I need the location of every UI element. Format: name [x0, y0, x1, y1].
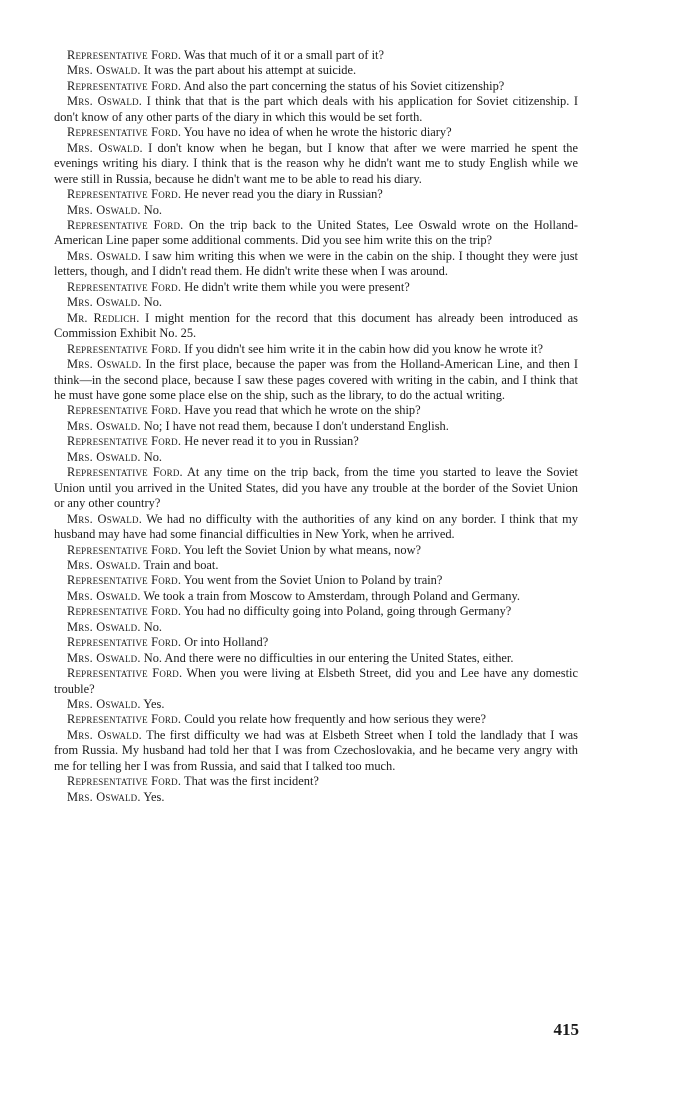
testimony-text: You left the Soviet Union by what means, now?: [183, 542, 422, 557]
transcript-paragraph: [54, 249, 578, 280]
speaker-name: Mrs. Oswald.: [67, 357, 142, 372]
testimony-text: The first difficulty we had was at Elsbeth Street when I told the landlady that I was from Russia. My husband had told her that I was from Czechoslovakia, and he became very angry with me for telling her I was from Russia, and said that I talked too much.: [54, 727, 578, 773]
testimony-text: I might mention for the record that this document has already been introduced as Commission Exhibit No. 25.: [54, 310, 578, 341]
transcript-paragraph: [54, 728, 578, 774]
transcript-paragraph: [54, 620, 578, 635]
transcript-paragraph: [54, 79, 578, 94]
testimony-text: In the first place, because the paper was from the Holland-American Line, and then I think—in the second place, because I saw these pages covered with writing in the cabin, and I think that he must have gone some place else on the ship, such as the library, to do the actual writing.: [54, 357, 578, 402]
transcript-paragraph: [54, 203, 578, 218]
testimony-text: Train and boat.: [143, 557, 219, 572]
speaker-name: Mrs. Oswald.: [67, 140, 143, 155]
speaker-name: Mrs. Oswald.: [67, 588, 141, 603]
speaker-name: Representative Ford.: [67, 635, 182, 650]
transcript-paragraph: [54, 63, 578, 78]
speaker-name: Mrs. Oswald.: [67, 418, 141, 433]
testimony-text: No. And there were no difficulties in our entering the United States, either.: [143, 650, 514, 665]
speaker-name: Representative Ford.: [67, 341, 182, 356]
transcript-paragraph: [54, 403, 578, 418]
transcript-paragraph: [54, 342, 578, 357]
speaker-name: Mr. Redlich.: [67, 310, 140, 325]
transcript-paragraph: [54, 311, 578, 342]
transcript-paragraph: [54, 94, 578, 125]
testimony-text: No.: [143, 449, 163, 464]
transcript-paragraph: [54, 635, 578, 650]
transcript-paragraph: [54, 125, 578, 140]
speaker-name: Representative Ford.: [67, 604, 182, 619]
transcript-paragraph: [54, 651, 578, 666]
testimony-text: Could you relate how frequently and how serious they were?: [184, 712, 487, 727]
transcript-paragraph: [54, 280, 578, 295]
transcript-paragraph: [54, 465, 578, 511]
testimony-text: You have no idea of when he wrote the historic diary?: [183, 125, 452, 140]
speaker-name: Representative Ford.: [67, 542, 182, 557]
transcript-paragraph: [54, 774, 578, 789]
testimony-text: If you didn't see him write it in the cabin how did you know he wrote it?: [184, 341, 543, 356]
testimony-text: No.: [143, 619, 163, 634]
testimony-text: He didn't write them while you were present?: [184, 279, 410, 294]
testimony-text: Yes.: [143, 789, 165, 804]
speaker-name: Mrs. Oswald.: [67, 449, 141, 464]
transcript-paragraph: [54, 450, 578, 465]
testimony-text: You had no difficulty going into Poland, going through Germany?: [183, 604, 512, 619]
transcript-paragraph: [54, 604, 578, 619]
testimony-text: Or into Holland?: [184, 635, 269, 650]
testimony-text: Yes.: [143, 697, 165, 712]
speaker-name: Representative Ford.: [67, 48, 182, 62]
transcript-paragraph: [54, 573, 578, 588]
speaker-name: Representative Ford.: [67, 187, 182, 202]
speaker-name: Representative Ford.: [67, 217, 184, 232]
testimony-text: When you were living at Elsbeth Street, did you and Lee have any domestic trouble?: [54, 666, 578, 696]
transcript-paragraph: [54, 589, 578, 604]
speaker-name: Mrs. Oswald.: [67, 557, 141, 572]
testimony-text: No.: [143, 202, 163, 217]
speaker-name: Representative Ford.: [67, 712, 182, 727]
speaker-name: Mrs. Oswald.: [67, 727, 142, 742]
speaker-name: Mrs. Oswald.: [67, 511, 142, 526]
speaker-name: Representative Ford.: [67, 774, 182, 789]
transcript-paragraph: [54, 295, 578, 310]
speaker-name: Mrs. Oswald.: [67, 697, 141, 712]
speaker-name: Mrs. Oswald.: [67, 789, 141, 804]
testimony-text: Was that much of it or a small part of it?: [184, 48, 384, 62]
speaker-name: Representative Ford.: [67, 125, 182, 140]
transcript-paragraph: [54, 512, 578, 543]
speaker-name: Representative Ford.: [67, 666, 183, 681]
testimony-text: He never read it to you in Russian?: [184, 434, 359, 449]
transcript-paragraph: [54, 357, 578, 403]
testimony-text: He never read you the diary in Russian?: [184, 187, 383, 202]
testimony-text: It was the part about his attempt at suicide.: [143, 63, 357, 78]
transcript-paragraph: [54, 141, 578, 187]
testimony-text: At any time on the trip back, from the time you started to leave the Soviet Union until you arrived in the United States, did you have any trouble at the border of the Soviet Union or any other country?: [54, 465, 578, 511]
page-number: 415: [553, 1020, 579, 1039]
speaker-name: Representative Ford.: [67, 403, 182, 418]
speaker-name: Representative Ford.: [67, 434, 182, 449]
speaker-name: Mrs. Oswald.: [67, 248, 142, 263]
speaker-name: Mrs. Oswald.: [67, 619, 141, 634]
testimony-text: I don't know when he began, but I know that after we were married he spent the evenings writing his diary. I think that is the reason why he didn't want me to study English while we were still in Russia, because he didn't want me to be able to read his diary.: [54, 140, 578, 186]
transcript-paragraph: [54, 48, 578, 63]
speaker-name: Mrs. Oswald.: [67, 295, 141, 310]
speaker-name: Mrs. Oswald.: [67, 202, 141, 217]
testimony-text: No; I have not read them, because I don't understand English.: [143, 418, 449, 433]
testimony-text: I saw him writing this when we were in the cabin on the ship. I thought they were just letters, though, and I didn't read them. He didn't write these when I was around.: [54, 248, 578, 279]
speaker-name: Mrs. Oswald.: [67, 63, 141, 78]
transcript-paragraph: [54, 218, 578, 249]
transcript-paragraph: [54, 712, 578, 727]
testimony-text: No.: [143, 295, 163, 310]
speaker-name: Mrs. Oswald.: [67, 650, 141, 665]
testimony-text: You went from the Soviet Union to Poland by train?: [183, 573, 443, 588]
testimony-text: We took a train from Moscow to Amsterdam, through Poland and Germany.: [143, 588, 520, 603]
speaker-name: Representative Ford.: [67, 465, 183, 480]
transcript-page: [54, 48, 578, 805]
transcript-paragraph: [54, 666, 578, 697]
testimony-text: On the trip back to the United States, Lee Oswald wrote on the Holland-American Line paper some additional comments. Did you see him write this on the trip?: [54, 217, 578, 248]
speaker-name: Representative Ford.: [67, 78, 182, 93]
transcript-paragraph: [54, 543, 578, 558]
testimony-text: I think that that is the part which deals with his application for Soviet citizenship. I don't know of any other parts of the diary in which this would be set forth.: [54, 94, 578, 124]
transcript-paragraph: [54, 434, 578, 449]
testimony-text: Have you read that which he wrote on the ship?: [184, 403, 421, 418]
testimony-text: And also the part concerning the status of his Soviet citizenship?: [183, 78, 505, 93]
transcript-paragraph: [54, 697, 578, 712]
speaker-name: Representative Ford.: [67, 573, 182, 588]
transcript-paragraph: [54, 419, 578, 434]
transcript-paragraph: [54, 187, 578, 202]
speaker-name: Representative Ford.: [67, 279, 182, 294]
testimony-text: That was the first incident?: [184, 774, 319, 789]
transcript-paragraph: [54, 558, 578, 573]
testimony-text: We had no difficulty with the authorities of any kind on any border. I think that my husband may have had some financial difficulties in New York, when he arrived.: [54, 511, 579, 542]
transcript-paragraph: [54, 790, 578, 805]
speaker-name: Mrs. Oswald.: [67, 94, 143, 109]
